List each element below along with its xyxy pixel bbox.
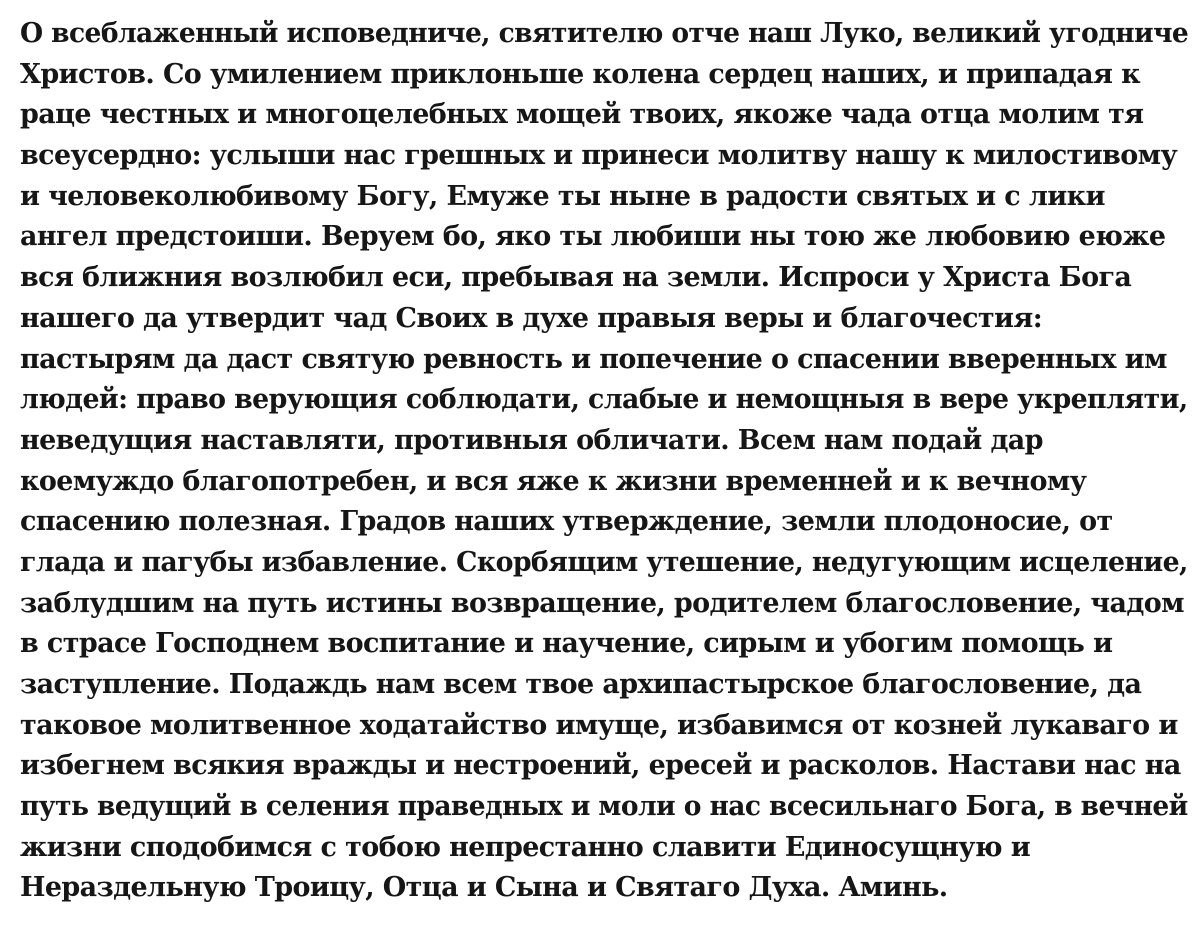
prayer-line-19: избегнем всякия вражды и нестроений, ересей и расколов. Настави нас на (20, 750, 1181, 782)
prayer-line-6: ангел предстоиши. Веруем бо, яко ты любиши ны тою же любовию еюже (20, 221, 1166, 253)
prayer-line-11: неведущия наставляти, противныя обличати. Всем нам подай дар (20, 424, 1043, 456)
prayer-line-21: жизни сподобимся с тобою непрестанно славити Единосущную и (20, 831, 1031, 863)
prayer-line-1: О всеблаженный исповедниче, святителю отче наш Луко, великий угодниче (20, 18, 1189, 49)
prayer-line-10: людей: право верующия соблюдати, слабые и немощныя в вере укрепляти, (20, 384, 1188, 416)
prayer-line-12: коемуждо благопотребен, и вся яже к жизни временней и к вечному (20, 465, 1087, 497)
prayer-line-2: Христов. Со умилением приклоньше колена сердец наших, и припадая к (20, 58, 1140, 90)
prayer-line-14: глада и пагубы избавление. Скорбящим утешение, недугующим исцеление, (20, 546, 1188, 578)
prayer-line-16: в страсе Господнем воспитание и научение, сирым и убогим помощь и (20, 628, 1113, 660)
prayer-line-4: всеусердно: услыши нас грешных и принеси молитву нашу к милостивому (20, 140, 1178, 172)
prayer-line-17: заступление. Подаждь нам всем твое архипастырское благословение, да (20, 669, 1142, 700)
prayer-line-13: спасению полезная. Градов наших утверждение, земли плодоносие, от (20, 506, 1113, 538)
prayer-line-22: Нераздельную Троицу, Отца и Сына и Святаго Духа. Аминь. (20, 872, 948, 904)
prayer-text-block (20, 14, 1190, 909)
prayer-line-15: заблудшим на путь истины возвращение, родителем благословение, чадом (20, 587, 1184, 619)
prayer-line-9: пастырям да даст святую ревность и попечение о спасении вверенных им (20, 343, 1167, 375)
prayer-line-20: путь ведущий в селения праведных и моли о нас всесильнаго Бога, в вечней (20, 791, 1188, 823)
prayer-line-7: вся ближния возлюбил еси, пребывая на земли. Испроси у Христа Бога (20, 262, 1132, 294)
prayer-line-3: раце честных и многоцелебных мощей твоих, якоже чада отца молим тя (20, 99, 1144, 131)
prayer-line-18: таковое молитвенное ходатайство имуще, избавимся от козней лукаваго и (20, 709, 1178, 741)
prayer-line-8: нашего да утвердит чад Своих в духе правыя веры и благочестия: (20, 302, 1043, 334)
prayer-line-5: и человеколюбивому Богу, Емуже ты ныне в радости святых и с лики (20, 180, 1105, 212)
